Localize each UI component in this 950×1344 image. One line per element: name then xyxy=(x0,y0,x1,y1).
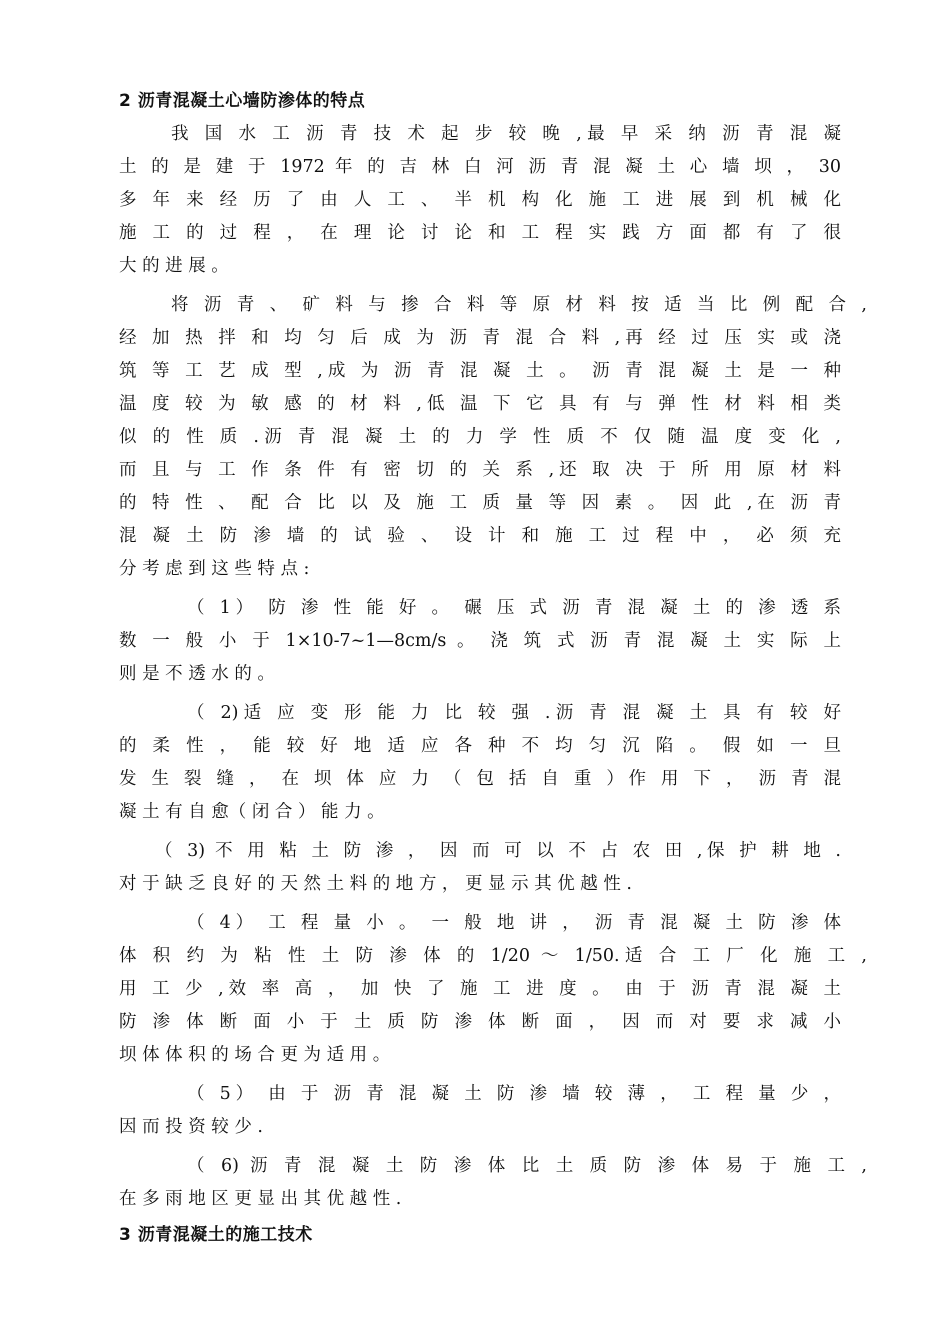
text-line: 用 工 少 ,效 率 高 ， 加 快 了 施 工 进 度 。 由 于 沥 青 混 凝 土 xyxy=(119,979,841,999)
text-line: 土 的 是 建 于 1972 年 的 吉 林 白 河 沥 青 混 凝 土 心 墙 坝 ， 30 xyxy=(119,157,841,177)
text-line: （ 2)适 应 变 形 能 力 比 较 强 .沥 青 混 凝 土 具 有 较 好 xyxy=(187,703,841,723)
text-line: （ 1） 防 渗 性 能 好 。 碾 压 式 沥 青 混 凝 土 的 渗 透 系 xyxy=(187,598,841,618)
text-line: 防 渗 体 断 面 小 于 土 质 防 渗 体 断 面 ， 因 而 对 要 求 减 小 xyxy=(119,1012,841,1032)
text-line: 大 的 进 展 。 xyxy=(119,256,229,276)
paragraph xyxy=(119,1150,869,1216)
text-line: （ 4） 工 程 量 小 。 一 般 地 讲 ， 沥 青 混 凝 土 防 渗 体 xyxy=(187,913,841,933)
text-line: （ 3) 不 用 粘 土 防 渗 ， 因 而 可 以 不 占 农 田 ,保 护 耕 地 . xyxy=(155,841,841,861)
section-2-heading: 2 沥青混凝土心墙防渗体的特点 xyxy=(119,91,366,111)
text-line: 施 工 的 过 程 ， 在 理 论 讨 论 和 工 程 实 践 方 面 都 有 了 很 xyxy=(119,223,841,243)
text-line: 而 且 与 工 作 条 件 有 密 切 的 关 系 ,还 取 决 于 所 用 原 材 料 xyxy=(119,460,841,480)
text-line: 对 于 缺 乏 良 好 的 天 然 土 料 的 地 方 ， 更 显 示 其 优 越 性 . xyxy=(119,874,632,894)
text-line: 体 积 约 为 粘 性 土 防 渗 体 的 1/20 ～ 1/50.适 合 工 厂 化 施 工 , xyxy=(119,946,867,966)
text-line: 发 生 裂 缝 ， 在 坝 体 应 力 （ 包 括 自 重 ）作 用 下 ， 沥 青 混 xyxy=(119,769,841,789)
paragraph xyxy=(119,1078,869,1144)
paragraph xyxy=(119,907,869,1072)
text-line: 筑 等 工 艺 成 型 ,成 为 沥 青 混 凝 土 。 沥 青 混 凝 土 是 一 种 xyxy=(119,361,841,381)
text-line: 的 柔 性 ， 能 较 好 地 适 应 各 种 不 均 匀 沉 陷 。 假 如 一 旦 xyxy=(119,736,841,756)
text-line: 多 年 来 经 历 了 由 人 工 、 半 机 构 化 施 工 进 展 到 机 械 化 xyxy=(119,190,841,210)
section-3-heading: 3 沥青混凝土的施工技术 xyxy=(119,1225,313,1245)
text-line: 凝 土 有 自 愈（ 闭 合 ） 能 力 。 xyxy=(119,802,385,822)
paragraph xyxy=(119,118,869,283)
section-2-body xyxy=(119,118,869,1216)
paragraph xyxy=(119,592,869,691)
text-line: 的 特 性 、 配 合 比 以 及 施 工 质 量 等 因 素 。 因 此 ,在 沥 青 xyxy=(119,493,841,513)
text-line: 在 多 雨 地 区 更 显 出 其 优 越 性 . xyxy=(119,1189,402,1209)
paragraph xyxy=(119,697,869,829)
text-line: 我 国 水 工 沥 青 技 术 起 步 较 晚 ,最 早 采 纳 沥 青 混 凝 xyxy=(171,124,841,144)
text-line: 混 凝 土 防 渗 墙 的 试 验 、 设 计 和 施 工 过 程 中 ， 必 须 充 xyxy=(119,526,841,546)
paragraph xyxy=(119,835,869,901)
text-line: 则 是 不 透 水 的 。 xyxy=(119,664,275,684)
paragraph xyxy=(119,289,869,586)
text-line: 因 而 投 资 较 少 . xyxy=(119,1117,263,1137)
text-line: 温 度 较 为 敏 感 的 材 料 ,低 温 下 它 具 有 与 弹 性 材 料 相 类 xyxy=(119,394,841,414)
text-line: 数 一 般 小 于 1×10-7~1—8cm/s 。 浇 筑 式 沥 青 混 凝 土 实 际 上 xyxy=(119,631,841,651)
text-line: （ 6) 沥 青 混 凝 土 防 渗 体 比 土 质 防 渗 体 易 于 施 工 , xyxy=(187,1156,867,1176)
text-line: 经 加 热 拌 和 均 匀 后 成 为 沥 青 混 合 料 ,再 经 过 压 实 或 浇 xyxy=(119,328,841,348)
text-line: 将 沥 青 、 矿 料 与 掺 合 料 等 原 材 料 按 适 当 比 例 配 合 , xyxy=(171,295,867,315)
text-line: 似 的 性 质 .沥 青 混 凝 土 的 力 学 性 质 不 仅 随 温 度 变 化 , xyxy=(119,427,841,447)
document-page xyxy=(119,88,869,1252)
text-line: 坝 体 体 积 的 场 合 更 为 适 用 。 xyxy=(119,1045,391,1065)
text-line: 分 考 虑 到 这 些 特 点 : xyxy=(119,559,310,579)
text-line: （ 5） 由 于 沥 青 混 凝 土 防 渗 墙 较 薄 ， 工 程 量 少 ， xyxy=(187,1084,841,1104)
